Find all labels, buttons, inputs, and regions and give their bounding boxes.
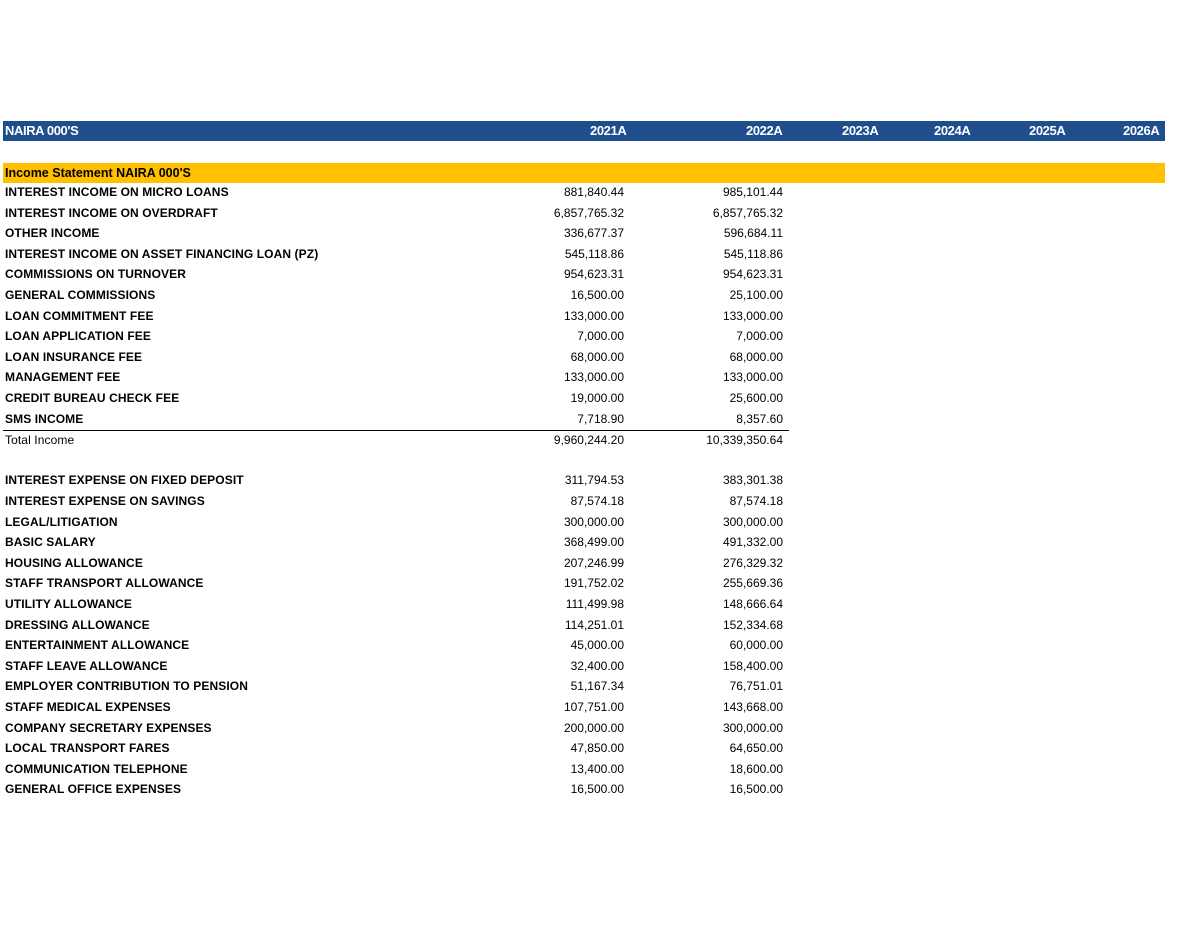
income-row	[3, 327, 789, 348]
row-label: HOUSING ALLOWANCE	[5, 555, 143, 570]
value-2021: 16,500.00	[570, 288, 624, 302]
expense-row	[3, 760, 789, 781]
value-2022: 6,857,765.32	[712, 205, 783, 220]
expense-row	[3, 780, 789, 801]
income-row	[3, 348, 789, 369]
header-year-2025: 2025A	[1029, 123, 1066, 138]
value-2021: 68,000.00	[570, 349, 624, 364]
value-2021: 51,167.34	[570, 679, 624, 694]
income-row	[3, 265, 789, 286]
value-2021: 336,677.37	[563, 226, 624, 241]
row-label: LOAN APPLICATION FEE	[5, 329, 151, 344]
value-2021: 19,000.00	[570, 391, 624, 405]
row-label: ENTERTAINMENT ALLOWANCE	[5, 638, 190, 653]
row-label: LOAN COMMITMENT FEE	[5, 308, 154, 323]
value-2021: 9,960,244.20	[553, 433, 624, 448]
value-2021: 133,000.00	[563, 308, 624, 323]
row-label: CREDIT BUREAU CHECK FEE	[5, 391, 180, 405]
row-label: DRESSING ALLOWANCE	[5, 617, 150, 632]
value-2022: 16,500.00	[729, 782, 783, 797]
value-2022: 985,101.44	[722, 185, 783, 199]
row-label: LOCAL TRANSPORT FARES	[5, 741, 170, 756]
total-income-row	[3, 430, 789, 452]
expense-row	[3, 616, 789, 637]
value-2021: 87,574.18	[570, 494, 624, 508]
value-2022: 10,339,350.64	[706, 433, 783, 448]
value-2021: 300,000.00	[563, 514, 624, 529]
expense-row	[3, 657, 789, 678]
value-2021: 32,400.00	[570, 658, 624, 673]
section-title: Income Statement NAIRA 000'S	[5, 166, 191, 180]
value-2021: 191,752.02	[563, 576, 624, 591]
value-2021: 133,000.00	[563, 370, 624, 385]
value-2022: 25,600.00	[729, 391, 783, 405]
value-2021: 368,499.00	[563, 535, 624, 550]
income-row	[3, 410, 789, 431]
income-row	[3, 204, 789, 225]
income-row	[3, 286, 789, 307]
expense-row	[3, 719, 789, 740]
row-label: STAFF TRANSPORT ALLOWANCE	[5, 576, 204, 591]
header-year-2026: 2026A	[1123, 123, 1160, 138]
value-2021: 13,400.00	[570, 761, 624, 776]
row-label: COMMISSIONS ON TURNOVER	[5, 267, 186, 282]
expense-row	[3, 554, 789, 575]
value-2022: 7,000.00	[736, 329, 783, 344]
header-year-2021: 2021A	[590, 123, 627, 138]
value-2022: 383,301.38	[722, 473, 783, 488]
value-2022: 133,000.00	[722, 308, 783, 323]
value-2022: 76,751.01	[729, 679, 783, 694]
expense-row	[3, 513, 789, 534]
expense-row	[3, 492, 789, 513]
value-2022: 300,000.00	[722, 514, 783, 529]
row-label: SMS INCOME	[5, 411, 84, 426]
income-row	[3, 307, 789, 328]
value-2022: 152,334.68	[722, 617, 783, 632]
expense-row	[3, 636, 789, 657]
value-2022: 68,000.00	[729, 349, 783, 364]
value-2021: 47,850.00	[570, 741, 624, 756]
expense-row	[3, 574, 789, 595]
value-2021: 7,718.90	[577, 411, 624, 426]
expense-row	[3, 471, 789, 492]
row-label: BASIC SALARY	[5, 535, 96, 550]
row-label: GENERAL COMMISSIONS	[5, 288, 156, 302]
row-label: COMPANY SECRETARY EXPENSES	[5, 720, 212, 735]
income-row	[3, 183, 789, 204]
row-label: STAFF MEDICAL EXPENSES	[5, 700, 171, 714]
value-2022: 8,357.60	[736, 411, 783, 426]
value-2022: 25,100.00	[729, 288, 783, 302]
value-2021: 111,499.98	[565, 597, 624, 611]
value-2021: 311,794.53	[564, 473, 624, 488]
expense-row	[3, 677, 789, 698]
expense-row	[3, 698, 789, 719]
row-label: LEGAL/LITIGATION	[5, 514, 118, 529]
value-2021: 545,118.86	[564, 246, 624, 261]
row-label: MANAGEMENT FEE	[5, 370, 121, 385]
expense-row	[3, 739, 789, 760]
value-2022: 143,668.00	[722, 700, 783, 714]
value-2022: 60,000.00	[729, 638, 783, 653]
row-label: INTEREST EXPENSE ON FIXED DEPOSIT	[5, 473, 244, 488]
row-label: UTILITY ALLOWANCE	[5, 597, 133, 611]
header-title: NAIRA 000'S	[5, 123, 79, 138]
row-label: COMMUNICATION TELEPHONE	[5, 761, 188, 776]
row-label: INTEREST EXPENSE ON SAVINGS	[5, 494, 205, 508]
header-year-2022: 2022A	[746, 123, 783, 138]
value-2021: 207,246.99	[563, 555, 624, 570]
row-label: OTHER INCOME	[5, 226, 100, 241]
value-2022: 545,118.86	[723, 246, 783, 261]
row-label: INTEREST INCOME ON ASSET FINANCING LOAN (PZ)	[5, 246, 319, 261]
value-2022: 148,666.64	[722, 597, 783, 611]
value-2021: 200,000.00	[563, 720, 624, 735]
value-2022: 596,684.11	[723, 226, 783, 241]
header-year-2024: 2024A	[934, 123, 971, 138]
row-label: EMPLOYER CONTRIBUTION TO PENSION	[5, 679, 248, 694]
row-label: LOAN INSURANCE FEE	[5, 349, 143, 364]
value-2022: 133,000.00	[722, 370, 783, 385]
value-2022: 87,574.18	[729, 494, 783, 508]
value-2021: 954,623.31	[563, 267, 624, 282]
row-label: INTEREST INCOME ON OVERDRAFT	[5, 205, 218, 220]
value-2022: 276,329.32	[722, 555, 783, 570]
income-row	[3, 389, 789, 410]
value-2022: 954,623.31	[722, 267, 783, 282]
value-2022: 300,000.00	[722, 720, 783, 735]
income-row	[3, 224, 789, 245]
value-2021: 16,500.00	[570, 782, 624, 797]
row-label: Total Income	[5, 433, 75, 448]
value-2021: 6,857,765.32	[553, 205, 624, 220]
header-year-2023: 2023A	[842, 123, 879, 138]
row-label: STAFF LEAVE ALLOWANCE	[5, 658, 168, 673]
value-2022: 158,400.00	[722, 658, 783, 673]
value-2021: 881,840.44	[563, 185, 624, 199]
value-2021: 107,751.00	[563, 700, 624, 714]
income-row	[3, 245, 789, 266]
value-2021: 7,000.00	[577, 329, 624, 344]
value-2021: 114,251.01	[564, 617, 624, 632]
row-label: GENERAL OFFICE EXPENSES	[5, 782, 182, 797]
section-header	[3, 163, 1165, 183]
spreadsheet	[3, 121, 1165, 797]
value-2022: 64,650.00	[729, 741, 783, 756]
value-2021: 45,000.00	[570, 638, 624, 653]
header-bar	[3, 121, 1165, 141]
income-row	[3, 368, 789, 389]
value-2022: 18,600.00	[729, 761, 783, 776]
value-2022: 255,669.36	[722, 576, 783, 591]
value-2022: 491,332.00	[722, 535, 783, 550]
expense-row	[3, 595, 789, 616]
expense-row	[3, 533, 789, 554]
row-label: INTEREST INCOME ON MICRO LOANS	[5, 185, 229, 199]
